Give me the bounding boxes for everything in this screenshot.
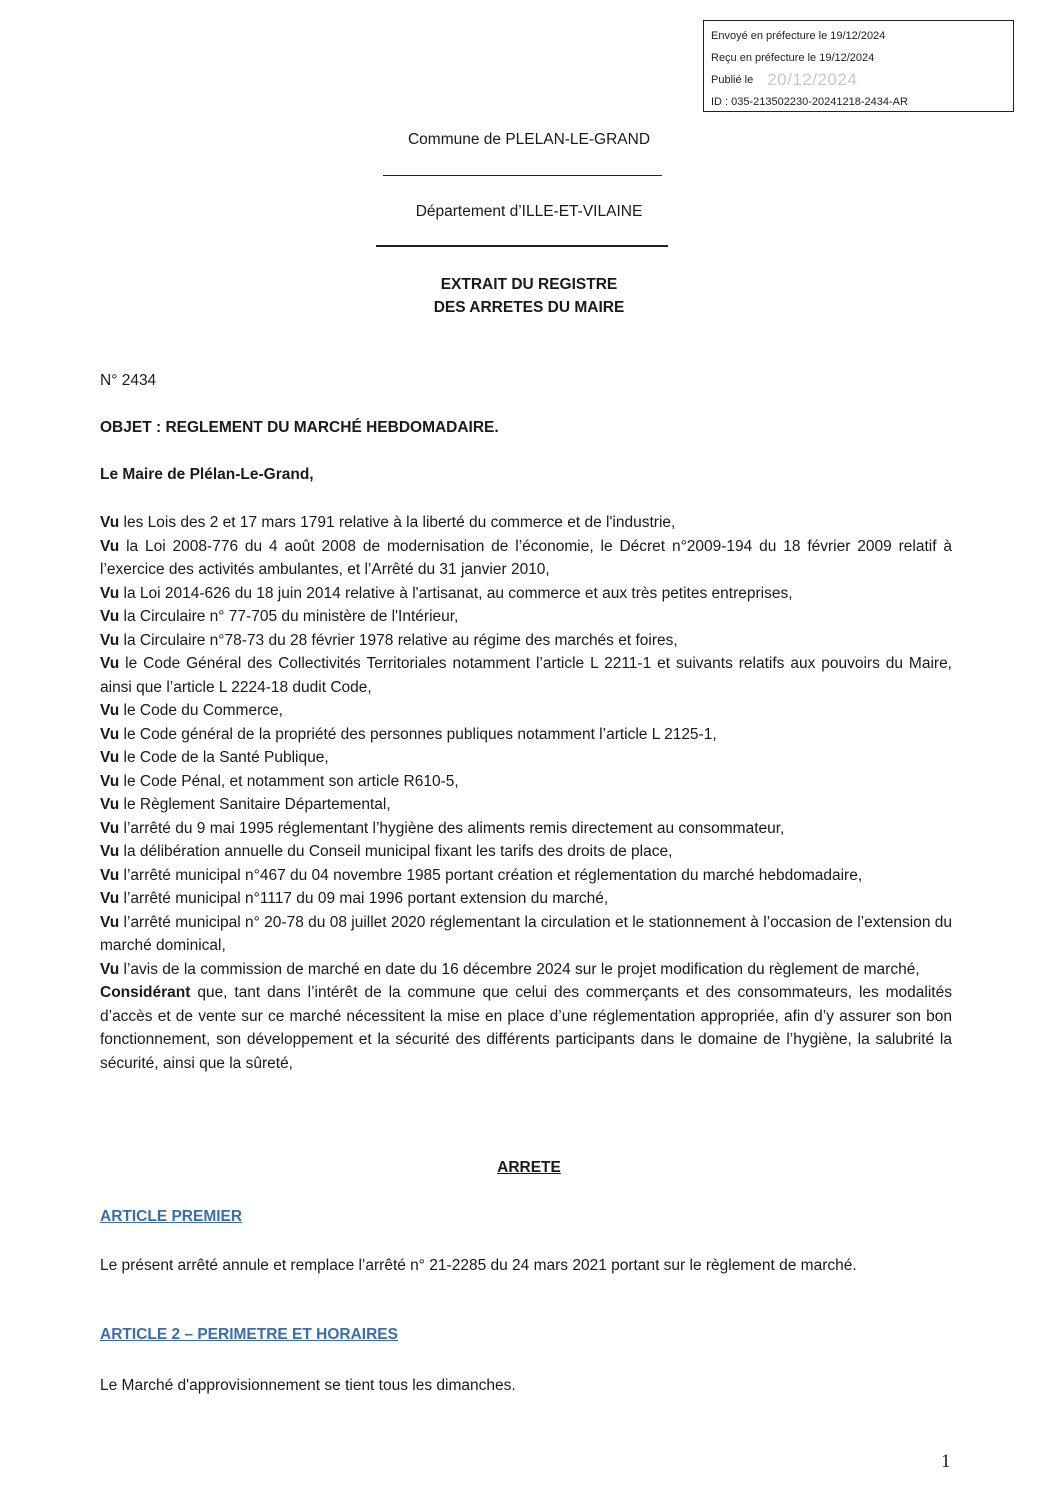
stamp-id: ID : 035-213502230-20241218-2434-AR [711, 96, 908, 108]
article-2-text: Le Marché d'approvisionnement se tient tous les dimanches. [100, 1377, 516, 1394]
consideration-item: Vu l’arrêté municipal n° 20-78 du 08 juillet 2020 réglementant la circulation et le stationnement à l’occasion de l’extension du marché dominical, [100, 913, 952, 954]
stamp-published [711, 69, 1013, 91]
prefecture-stamp [703, 20, 1014, 112]
stamp-published-label: Publié le [711, 74, 754, 86]
consideration-item: Vu l’arrêté municipal n°1117 du 09 mai 1996 portant extension du marché, [100, 890, 609, 907]
arrete-number: N° 2434 [100, 372, 157, 389]
page-number: 1 [941, 1451, 951, 1472]
document-title-line1: EXTRAIT DU REGISTRE [440, 276, 618, 293]
header-divider-2 [376, 245, 668, 247]
mayor-line: Le Maire de Plélan-Le-Grand, [100, 466, 314, 483]
consideration-item: Vu les Lois des 2 et 17 mars 1791 relative à la liberté du commerce et de l'industrie, [100, 514, 676, 531]
commune-name: Commune de PLELAN-LE-GRAND [407, 131, 651, 148]
stamp-received: Reçu en préfecture le 19/12/2024 [711, 52, 875, 64]
consideration-item: Vu le Code du Commerce, [100, 702, 283, 719]
document-title-line2: DES ARRETES DU MAIRE [433, 299, 625, 316]
consideration-item: Vu la délibération annuelle du Conseil municipal fixant les tarifs des droits de place, [100, 843, 673, 860]
consideration-item: Vu le Code Pénal, et notamment son article R610-5, [100, 772, 459, 790]
consideration-item: Vu la Circulaire n°78-73 du 28 février 1978 relative au régime des marchés et foires, [100, 631, 678, 649]
consideration-item: Vu la Loi 2014-626 du 18 juin 2014 relative à l'artisanat, au commerce et aux très petites entreprises, [100, 584, 793, 602]
consideration-item: Vu l’arrêté municipal n°467 du 04 novembre 1985 portant création et réglementation du marché hebdomadaire, [100, 866, 863, 884]
stamp-published-date: 20/12/2024 [767, 70, 858, 89]
consideration-item: Vu la Loi 2008-776 du 4 août 2008 de modernisation de l’économie, le Décret n°2009-194 du 18 février 2009 relatif à l’exercice des activités ambulantes, et l’Arrêté du 31 janvier 2010, [100, 537, 952, 578]
consideration-item: Vu le Règlement Sanitaire Départemental, [100, 796, 391, 813]
arrete-object: OBJET : REGLEMENT DU MARCHÉ HEBDOMADAIRE. [100, 419, 499, 436]
article-1-text: Le présent arrêté annule et remplace l’arrêté n° 21-2285 du 24 mars 2021 portant sur le règlement de marché. [100, 1257, 857, 1274]
header-divider-1 [383, 175, 662, 176]
consideration-item: Vu l’arrêté du 9 mai 1995 réglementant l’hygiène des aliments remis directement au consommateur, [100, 819, 785, 837]
consideration-item: Vu le Code Général des Collectivités Territoriales notamment l’article L 2211-1 et suivants relatifs aux pouvoirs du Maire, ainsi que l’article L 2224-18 dudit Code, [100, 655, 952, 696]
considerations-list [100, 511, 952, 1075]
consideration-item: Vu le Code général de la propriété des personnes publiques notamment l’article L 2125-1, [100, 725, 717, 743]
article-2-heading: ARTICLE 2 – PERIMETRE ET HORAIRES [100, 1326, 398, 1343]
departement-name: Département d’ILLE-ET-VILAINE [415, 203, 643, 220]
consideration-item: Considérant que, tant dans l’intérêt de la commune que celui des commerçants et des consommateurs, les modalités d’accès et de vente sur ce marché nécessitent la mise en place d’une réglementation appropriée, afin d’y assurer son bon fonctionnement, son développement et la sécurité des différents participants dans le domaine de l’hygiène, la salubrité la sécurité, ainsi que la sûreté, [100, 984, 952, 1072]
arrete-heading: ARRETE [497, 1159, 561, 1176]
consideration-item: Vu le Code de la Santé Publique, [100, 749, 329, 766]
stamp-sent: Envoyé en préfecture le 19/12/2024 [711, 30, 886, 42]
consideration-item: Vu l’avis de la commission de marché en date du 16 décembre 2024 sur le projet modification du règlement de marché, [100, 960, 920, 978]
article-1-heading: ARTICLE PREMIER [100, 1208, 243, 1225]
consideration-item: Vu la Circulaire n° 77-705 du ministère de l'Intérieur, [100, 608, 459, 625]
